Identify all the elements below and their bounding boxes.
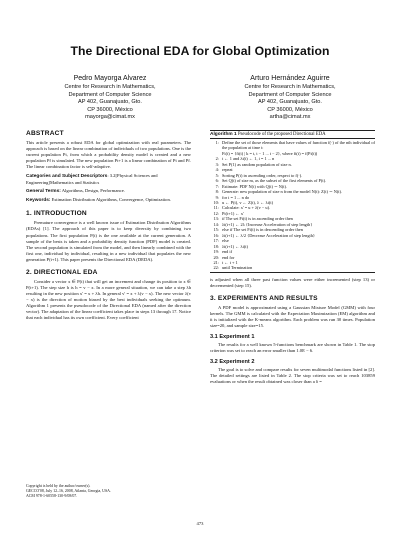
experiment-1-text: The results for a well known 5-functions benchmark are shown in Table 1. The stop criterion was set to reach an error smaller than 1.0E − 6. xyxy=(210,342,375,354)
author-affiliation: Centre for Research in Mathematics, xyxy=(64,84,156,90)
algorithm-caption-text: Pseudocode of the proposed Directional EDA xyxy=(236,132,326,137)
experiment-1-heading: 3.1 Experiment 1 xyxy=(210,334,255,341)
isbn-line: ACM 978-1-60558-130-9/08/07. xyxy=(26,494,78,498)
general-terms-line xyxy=(26,188,191,195)
abstract-heading: ABSTRACT xyxy=(26,130,64,137)
algorithm-line-number: 2: xyxy=(215,156,219,162)
algorithm-line-text: Pi(t+1) ← x' xyxy=(222,210,244,216)
right-column xyxy=(210,130,375,385)
algorithm-line xyxy=(210,140,375,151)
author-name: Arturo Hernández Aguirre xyxy=(250,75,330,82)
author-department: Department of Computer Science xyxy=(68,91,152,98)
algorithm-line-text: t ← t + 1 xyxy=(222,259,238,265)
algorithm-line-number: 11: xyxy=(213,205,219,211)
algorithm-line-number: 22: xyxy=(213,265,219,271)
author-postcode: CP 36000, México xyxy=(87,106,133,113)
algorithm-box xyxy=(210,130,375,273)
algorithm-line-number: 4: xyxy=(215,167,219,173)
algorithm-line-text: t ← 1 and λi(t) ← 1, i = 1 ... n xyxy=(222,156,275,162)
algorithm-line-text: Define the set of those elements that have values of function f(·) of the nth individual of the population at time t: xyxy=(222,140,375,151)
algorithm-line-number: 7: xyxy=(215,183,219,189)
algorithm-line-number: 9: xyxy=(215,194,219,200)
algorithm-line-text: end for xyxy=(222,254,235,260)
algorithm-line-text: repeat xyxy=(222,167,233,173)
author-affiliation: Centre for Research in Mathematics, xyxy=(244,84,336,90)
abstract-text: This article presents a robust EDA for global optimization with real parameters. The approach is based on the linear combination of individuals of two populations. One is the current population Pt, from which a probability density model is created and a new population Pf is simulated. The new population Pt+1 is a linear combination of Pt and Pf. The linear combination factor is self-adaptive. xyxy=(26,140,191,170)
algorithm-line-number: 6: xyxy=(215,178,219,184)
algorithm-line-text: else xyxy=(222,238,229,244)
author-email[interactable]: artha@cimat.mx xyxy=(269,114,311,121)
categories-line xyxy=(26,173,191,186)
general-terms-label: General Terms: xyxy=(26,189,61,195)
experiment-2-text: The goal is to solve and compare results for seven multimodal functions listed in [2]. The detailed settings are listed in Table 2. The stop criteria was set to reach 103859 evaluations or when the result obtained was closer than a δ = xyxy=(210,367,375,385)
experiment-2-heading: 3.2 Experiment 2 xyxy=(210,359,255,366)
categories-text: : 3.2[Physical Sciences and Engineering]Mathematics and Statistics xyxy=(26,173,158,186)
algorithm-line-number: 21: xyxy=(213,259,219,265)
algorithm-line-number: 17: xyxy=(213,238,219,244)
copyright-notice xyxy=(26,484,191,499)
general-terms-text: Algorithms, Design, Performance. xyxy=(60,188,125,194)
page-number: 473 xyxy=(196,521,204,526)
algorithm-line xyxy=(210,265,375,270)
directional-eda-heading: 2. DIRECTIONAL EDA xyxy=(26,268,98,276)
algorithm-line-text: u ← P(t), v ← Z(t), λ ← λi(t) xyxy=(222,199,274,205)
directional-eda-text: Consider a vector x ∈ P(t) that will get an increment and change its position to x ∈ P(t+1). The step size h is h = v − x. In a more general situation, we can take a step λh resulting in the new position x' = x + λh. In general v' = x + λ(v − x). The new vector λ(v − x) is the direction of motion biased by the best individuals seeking the optimum. Algorithm 1 presents the pseudocode of the Directional EDA (named after the direction vector). The adaptation of the linear coefficient takes place in steps 13 through 17. Notice that each individual has its own coefficient. Every coefficient xyxy=(26,278,191,321)
author-postcode: CP 36000, México xyxy=(267,106,313,113)
algorithm-line-text: λi(t+1) ← λ/2 {Decrease Acceleration of step length} xyxy=(222,232,315,238)
conference-line: GECCO'08, July 12–16, 2008, Atlanta, Georgia, USA. xyxy=(26,489,111,493)
algorithm-line-number: 3: xyxy=(215,161,219,167)
categories-label: Categories and Subject Descriptors xyxy=(26,174,108,180)
algorithm-line-text: Set P(1) as random population of size n. xyxy=(222,161,292,167)
algorithm-line-number: 15: xyxy=(213,227,219,233)
algorithm-line-text: for i = 1 ... n do xyxy=(222,194,250,200)
experiments-heading: 3. EXPERIMENTS AND RESULTS xyxy=(210,294,318,302)
algorithm-caption-label: Algorithm 1 xyxy=(210,132,237,137)
algorithm-line-text: else if The set Fi(t) is in descending order then xyxy=(222,227,303,233)
algorithm-line-text: until Termination xyxy=(222,265,253,271)
algorithm-line-number: 1: xyxy=(215,140,219,145)
algorithm-line-text: Calculate: x' = u + λ(v − u). xyxy=(222,205,271,211)
algorithm-line-number: 10: xyxy=(213,199,219,205)
author-department: Department of Computer Science xyxy=(248,91,332,98)
algorithm-line-text: end if xyxy=(222,249,233,255)
algorithm-line-text: Fi(t) = {fi(t) | k = t, t − 1 ... t − 2}, where fi(t) = f(Pi(t)) xyxy=(222,150,318,156)
algorithm-line-number: 18: xyxy=(213,243,219,249)
algorithm-line-text: Generate: new population of size n from the model N(t): Z(t) ∼ N(t). xyxy=(222,189,343,195)
author-address: AP 402, Guanajuato, Gto. xyxy=(78,99,142,106)
algorithm-line-number: 19: xyxy=(213,249,219,255)
left-column xyxy=(26,130,191,321)
introduction-text: Premature convergence is a well known issue of Estimation Distribution Algorithms (EDAs) [1]. The approach of this paper is to keep diversity by combining two populations. The first population P(t) is the one available at the current generation. A sample of the bests is taken and a probability density function (PDF) model is created. The second population is simulated from the model, and then linearly combined with the first one, individual by individual, resulting in a new individual that populates the new generation P(t+1). This paper presents the Directional EDA (DEDA). xyxy=(26,220,191,262)
algorithm-caption xyxy=(210,132,375,139)
keywords-label: Keywords: xyxy=(26,198,51,204)
right-continuation-text: is adjusted when all three past function values were either incremented (step 13) or decremented (step 15). xyxy=(210,276,375,288)
introduction-heading: 1. INTRODUCTION xyxy=(26,210,87,218)
algorithm-line-number: 8: xyxy=(215,189,219,195)
algorithm-line-text: λi(t+1) ← 2λ {Increase Acceleration of step length} xyxy=(222,221,313,227)
keywords-text: Estimation Distribution Algorithms, Convergence, Optimization. xyxy=(50,197,171,203)
author-block-1 xyxy=(26,74,194,122)
algorithm-line-number: 13: xyxy=(213,216,219,222)
algorithm-lines xyxy=(210,140,375,271)
keywords-line xyxy=(26,197,191,204)
experiments-text: A PDF model is approximated using a Gaussian Mixture Model (GMM) with four kernels. The GMM is calculated with the Expectation Maximization (EM) algorithm and it is initialized with the K-means algorithm. Each problem was run 30 times. Population size=20, and sample size=15. xyxy=(210,304,375,329)
algorithm-line-number: 14: xyxy=(213,221,219,227)
algorithm-line-text: Sorting P(t) in ascending order, respect to f(·). xyxy=(222,172,303,178)
paper-title: The Directional EDA for Global Optimization xyxy=(70,44,330,58)
algorithm-line-text: λi(t+1) ← λi(t) xyxy=(222,243,248,249)
algorithm-line-text: if The set Fi(t) is in ascending order then xyxy=(222,216,293,222)
algorithm-line-number: 5: xyxy=(215,172,219,178)
author-email[interactable]: mayorga@cimat.mx xyxy=(85,114,135,121)
author-address: AP 402, Guanajuato, Gto. xyxy=(258,99,322,106)
author-name: Pedro Mayorga Alvarez xyxy=(73,75,147,82)
algorithm-line-text: Estimate: PDF N(t) with Q(t) ∼ N(t). xyxy=(222,183,288,189)
copyright-line: Copyright is held by the author/owner(s). xyxy=(26,484,91,488)
algorithm-line-text: Set Q(t) of size m, as the subset of the first elements of P(t). xyxy=(222,178,327,184)
algorithm-line-number: 12: xyxy=(213,210,219,216)
algorithm-line-number: 16: xyxy=(213,232,219,238)
algorithm-line-number: 20: xyxy=(213,254,219,260)
author-block-2 xyxy=(206,74,374,122)
